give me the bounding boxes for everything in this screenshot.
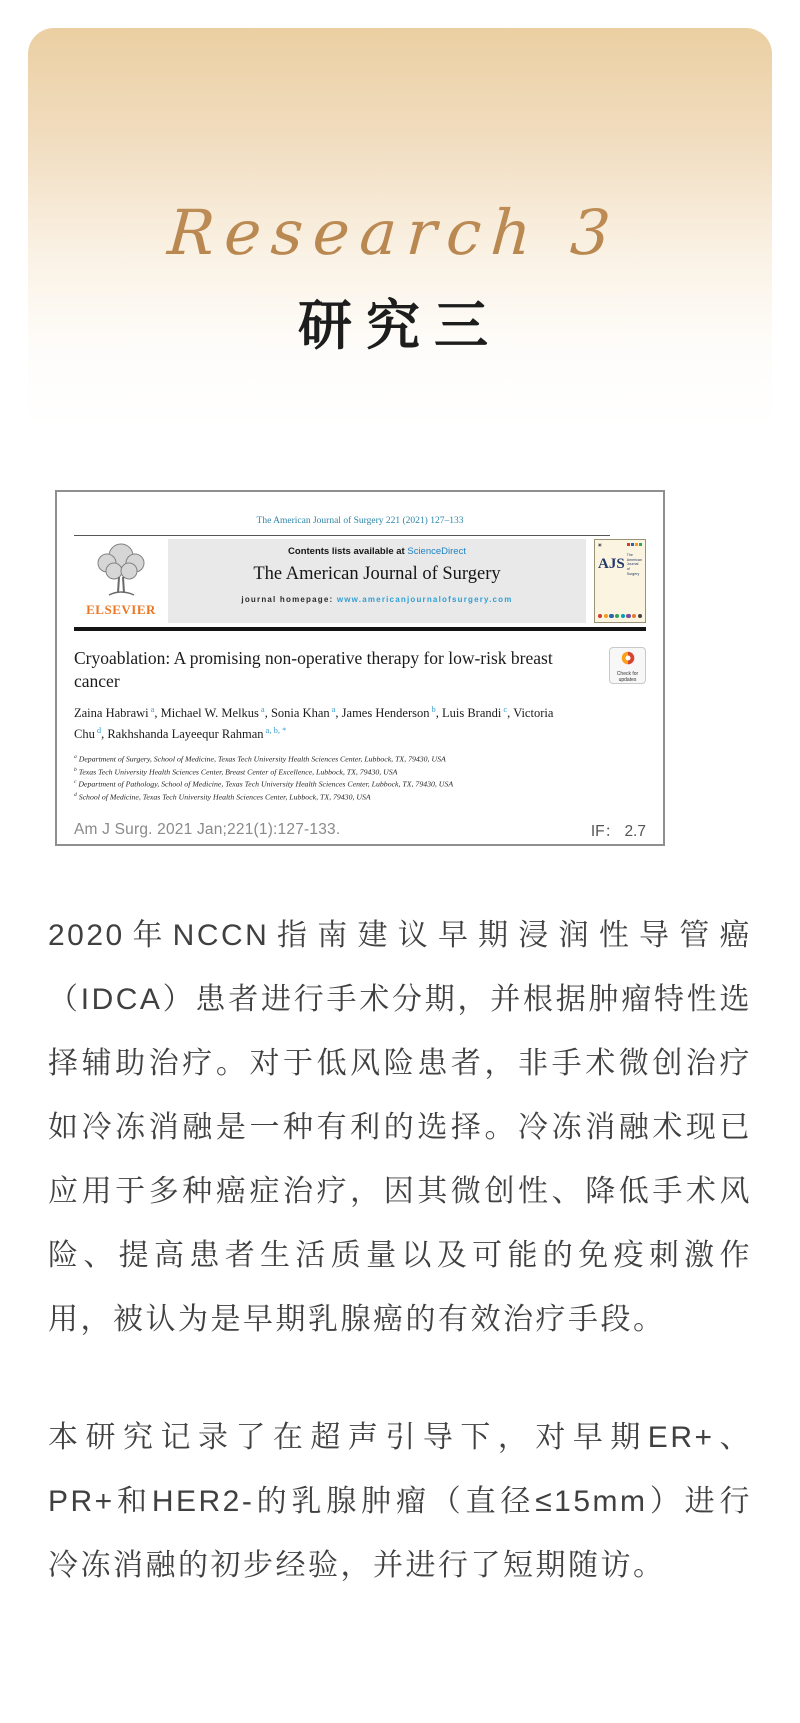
author: Sonia Khan $^a$, bbox=[270, 704, 342, 721]
journal-masthead bbox=[168, 539, 586, 623]
ajs-cover-thumbnail bbox=[594, 539, 646, 623]
summary-section bbox=[0, 904, 800, 1598]
author: Victoria Chu $^d$, bbox=[74, 706, 554, 741]
journal-citation-banner: The American Journal of Surgery 221 (2021) 127–133 bbox=[256, 516, 464, 526]
check-updates-label: Check for updates bbox=[616, 670, 639, 683]
sciencedirect-link[interactable]: ScienceDirect bbox=[407, 546, 466, 557]
author: Zaina Habrawi $^a$, bbox=[74, 704, 161, 721]
affiliation-item: $^a$ Department of Surgery, School of Medicine, Texas Tech University Health Sciences Center, Lubbock, TX, 79430, USA bbox=[74, 754, 446, 764]
author-superscript: b bbox=[431, 704, 436, 715]
check-updates-icon bbox=[621, 651, 635, 670]
ajs-cover-mark: ▣ bbox=[598, 542, 602, 547]
ajs-cover-squares bbox=[627, 543, 642, 546]
author: Rakhshanda Layeequr Rahman $^{a, b, *}$ bbox=[107, 724, 287, 741]
pubmed-citation: Am J Surg. 2021 Jan;221(1):127-133. bbox=[74, 820, 341, 838]
author-superscript: a bbox=[150, 704, 155, 715]
elsevier-logo bbox=[74, 539, 168, 623]
authors-line bbox=[74, 703, 634, 744]
check-updates-badge[interactable] bbox=[609, 647, 646, 684]
journal-name: The American Journal of Surgery bbox=[253, 564, 501, 584]
author: Michael W. Melkus $^a$, bbox=[160, 704, 271, 721]
research-title-zh: 研究三 bbox=[298, 296, 502, 356]
elsevier-label: ELSEVIER bbox=[86, 602, 156, 617]
summary-paragraph-2: 本研究记录了在超声引导下，对早期ER+、PR+和HER2-的乳腺肿瘤（直径≤15mm）进行冷冻消融的初步经验，并进行了短期随访。 bbox=[48, 1421, 752, 1582]
affiliation-item: $^b$ Texas Tech University Health Sciences Center, Breast Center of Excellence, Lubbock, TX, 79430, USA bbox=[74, 766, 398, 777]
elsevier-tree-icon bbox=[88, 586, 154, 603]
author: Luis Brandi $^c$, bbox=[442, 704, 514, 721]
affiliation-item: $^c$ Department of Pathology, School of Medicine, Texas Tech University Health Sciences Center, Lubbock, TX, 79430, USA bbox=[74, 779, 454, 790]
homepage-label: journal homepage: bbox=[241, 595, 334, 604]
author-superscript: a bbox=[260, 704, 265, 715]
journal-header bbox=[74, 539, 646, 623]
author-superscript: c bbox=[503, 704, 508, 715]
affiliations bbox=[74, 753, 646, 804]
impact-factor: IF： 2.7 bbox=[590, 822, 646, 840]
author-superscript: a, b, * bbox=[265, 724, 287, 735]
author: James Henderson $^b$, bbox=[341, 704, 442, 721]
paper-card bbox=[55, 490, 665, 846]
summary-paragraph-1: 2020年NCCN指南建议早期浸润性导管癌（IDCA）患者进行手术分期，并根据肿瘤特性选择辅助治疗。对于低风险患者，非手术微创治疗如冷冻消融是一种有利的选择。冷冻消融术现已应用于多种癌症治疗，因其微创性、降低手术风险、提高患者生活质量以及可能的免疫刺激作用，被认为是早期乳腺癌的有效治疗手段。 bbox=[48, 919, 752, 1336]
hero-banner bbox=[28, 28, 772, 430]
homepage-line bbox=[174, 595, 580, 604]
ajs-cover-title: The American Journal of Surgery bbox=[626, 553, 642, 576]
divider-thin bbox=[74, 535, 610, 536]
affiliation-item: $^d$ School of Medicine, Texas Tech University Health Sciences Center, Lubbock, TX, 79430, USA bbox=[74, 792, 371, 802]
contents-label: Contents lists available at bbox=[288, 546, 405, 557]
divider-thick bbox=[74, 627, 646, 631]
contents-line bbox=[174, 546, 580, 557]
ajs-abbr: AJS bbox=[598, 556, 625, 573]
author-superscript: d bbox=[96, 724, 102, 735]
research-title-en: Research 3 bbox=[20, 28, 781, 269]
author-superscript: a bbox=[331, 704, 336, 715]
ajs-figures-icon bbox=[598, 614, 642, 620]
homepage-link[interactable]: www.americanjournalofsurgery.com bbox=[336, 595, 513, 604]
article-title: Cryoablation: A promising non-operative therapy for low-risk breast cancer bbox=[74, 647, 553, 691]
